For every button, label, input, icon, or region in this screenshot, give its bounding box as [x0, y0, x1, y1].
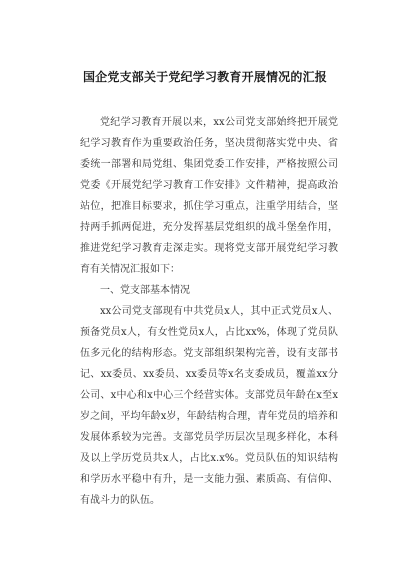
document-body [80, 112, 338, 511]
section-heading-basic-info: 一、党支部基本情况 [100, 285, 190, 296]
section-paragraph-basic-info: xx公司党支部现有中共党员x人，其中正式党员x人、预备党员x人，有女性党员x人，占比xx%，体现了党员队伍多元化的结构形态。党支部组织架构完善，设有支部书记、xx委员、xx委员、xx委员等x名支委成员，覆盖xx分公司、x中心和x中心三个经营实体。支部党员年龄在x至x岁之间，平均年龄x岁，年龄结构合理，青年党员的培养和发展体系较为完善。支部党员学历层次呈现多样化，本科及以上学历党员共x人，占比x.x%。党员队伍的知识结构和学历水平稳中有升，是一支能力强、素质高、有信仰、有战斗力的队伍。 [80, 306, 338, 506]
document-title: 国企党支部关于党纪学习教育开展情况的汇报 [82, 70, 327, 84]
intro-paragraph: 党纪学习教育开展以来，xx公司党支部始终把开展党纪学习教育作为重要政治任务，坚决贯彻落实党中央、省委统一部署和局党组、集团党委工作安排，严格按照公司党委《开展党纪学习教育工作安排》文件精神，提高政治站位，把准目标要求，抓住学习重点，注重学用结合，坚持两手抓两促进，充分发挥基层党组织的战斗堡垒作用，推进党纪学习教育走深走实。现将党支部开展党纪学习教育有关情况汇报如下： [80, 117, 338, 275]
